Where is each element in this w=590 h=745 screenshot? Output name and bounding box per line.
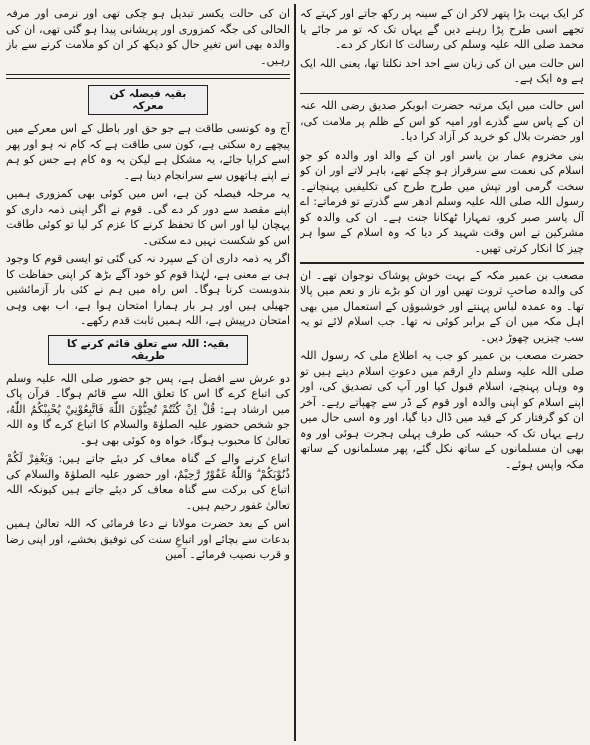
- divider: [300, 93, 584, 95]
- section-heading-relation-with-allah: بقیہ: اللہ سے تعلق قائم کرنے کا طریقہ: [48, 335, 248, 365]
- paragraph: اگر یہ ذمہ داری ان کے سپرد نہ کی گئی تو ایسی قوم کا وجود ہی بے معنی ہے، لہٰذا قوم کو خود آگے بڑھ کر اپنی حفاظت کا بندوبست کرنا ہوگا۔ اس راہ میں ہم نے کئی بار آزمائشیں جھیلی ہیں اور ہر بار ہمارا امتحان ہوا ہے، اب بھی وہی امتحان درپیش ہے، اللہ ہمیں ثابت قدم رکھے۔: [6, 252, 290, 327]
- paragraph: دو عرش سے افضل ہے، پس جو حضور صلی اللہ علیہ وسلم کی اتباع کرے گا اس کا تعلق اللہ سے قائم ہوگا۔ قرآن پاک میں ارشاد ہے: قُلْ اِنْ كُنْتُمْ تُحِبُّوْنَ اللّٰهَ فَاتَّبِعُوْنِيْ يُحْبِبْكُمُ اللّٰهُ، جو شخص حضور علیہ الصلوٰۃ والسلام کا اتباع کرے گا وہ اللہ تعالیٰ کا محبوب ہوگا، خواہ وہ کوئی بھی ہو۔: [6, 371, 290, 447]
- intro-paragraph: ان کی حالت یکسر تبدیل ہو چکی تھی اور نرمی اور مرفہ الحالی کی جگہ کمزوری اور پریشانی پیدا ہو گئی تھی، ان کی والدہ بھی اس تغیرِ حال کو دیکھ کر ان کو ملامت کرنے سے باز رہیں۔: [6, 7, 290, 67]
- paragraph: اس حالت میں ان کی زبان سے احد احد نکلتا تھا، یعنی اللہ ایک ہے وہ ایک ہے۔: [300, 56, 584, 85]
- paragraph: یہ مرحلہ فیصلہ کن ہے، اس میں کوئی بھی کمزوری ہمیں اپنے مقصد سے دور کر دے گی۔ قوم نے اگر اپنی ذمہ داری کو پہچان لیا اور اس کا تحفظ کرنے کا عزم کر لیا تو کوئی طاقت اس کو شکست نہیں دے سکتی۔: [6, 187, 290, 247]
- divider: [300, 262, 584, 264]
- paragraph: اتباع کرنے والے کے گناہ معاف کر دیئے جاتے ہیں: وَيَغْفِرْ لَكُمْ ذُنُوْبَكُمْ ۗ وَاللّٰهُ غَفُوْرٌ رَّحِيْمٌ، اور حضور علیہ الصلوٰۃ والسلام کی اتباع کی برکت سے گناہ معاف کر دیئے جاتے ہیں کیونکہ اللہ تعالیٰ غفور رحیم ہیں۔: [6, 452, 290, 512]
- paragraph: اس کے بعد حضرت مولانا نے دعا فرمائی کہ اللہ تعالیٰ ہمیں بدعات سے بچائے اور اتباعِ سنت کی توفیق بخشے، اور اپنی رضا و قرب نصیب فرمائے۔ آمین: [6, 517, 290, 561]
- paragraph: مصعب بن عمیر مکہ کے بہت خوش پوشاک نوجوان تھے۔ ان کی والدہ صاحبِ ثروت تھیں اور ان کو بڑے ناز و نعم میں پالا تھا۔ وہ عمدہ لباس پہنتے اور خوشبوؤں کے استعمال میں بھی اہل مکہ میں ان کے برابر کوئی نہ تھا۔ جب اسلام لائے تو یہ سب چیزیں چھوڑ دیں۔: [300, 268, 584, 344]
- paragraph: اس حالت میں ایک مرتبہ حضرت ابوبکر صدیق رضی اللہ عنہ ان کے پاس سے گذرے اور امیہ کو اس کے ظلم پر ملامت کی، اور حضرت بلال کو خرید کر آزاد کرا دیا۔: [300, 99, 584, 143]
- paragraph: آج وہ کونسی طاقت ہے جو حق اور باطل کے اس معرکے میں پیچھے رہ سکتی ہے، کون سی طاقت ہے کہ کام نہ ہو اور پھر اسے کرایا جائے، یہ مشکل ہے لیکن یہ وہ کام ہے جس کو ہم نے اپنے ہاتھوں سے سرانجام دینا ہے۔: [6, 122, 290, 182]
- section-heading-decisive-battle: بقیہ فیصلہ کن معرکہ: [88, 85, 208, 115]
- right-column: [300, 6, 584, 739]
- divider: [6, 74, 290, 79]
- paragraph: بنی مخزوم عمار بن یاسر اور ان کے والد اور والدہ کو جو اسلام کی نعمت سے سرفراز ہو چکے تھے، باہر لاتے اور ان کو سخت گرمی اور تپش میں طرح طرح کی تکلیفیں پہنچاتے۔ رسول اللہ صلی اللہ علیہ وسلم ادھر سے گذرتے تو فرماتے: اے آل یاسر صبر کرو، تمہارا ٹھکانا جنت ہے۔ ان کی والدہ کو مشرکین نے اس وقت شہید کر دیا کہ وہ اسلام کے سوا ہر چیز کا انکار کرتی تھیں۔: [300, 148, 584, 255]
- paragraph: کر ایک بہت بڑا پتھر لاکر ان کے سینہ پر رکھ جاتے اور کہتے کہ تجھے اسی طرح پڑا رہنے دیں گے یہاں تک کہ تو مر جائے یا محمد صلی اللہ علیہ وسلم کی رسالت کا انکار کر دے۔: [300, 7, 584, 51]
- left-column: [6, 6, 290, 739]
- paragraph: حضرت مصعب بن عمیر کو جب یہ اطلاع ملی کہ رسول اللہ صلی اللہ علیہ وسلم دارِ ارقم میں دعوتِ اسلام دیتے ہیں تو وہ وہاں پہنچے، اسلام قبول کیا اور آپ کی تصدیق کی، اور اپنے اسلام کو اپنی والدہ اور قوم کے ڈر سے چھپاتے رہے۔ آخر ان کو گرفتار کر کے قید میں ڈال دیا گیا، اور وہ اسی حال میں رہے یہاں تک کہ حبشہ کی طرف پہلی ہجرت ہوئی اور وہ بھی ان مسلمانوں کے ساتھ نکل گئے، پھر مسلمانوں کے ساتھ مکہ واپس ہوئے۔: [300, 349, 584, 471]
- column-divider: [294, 4, 296, 741]
